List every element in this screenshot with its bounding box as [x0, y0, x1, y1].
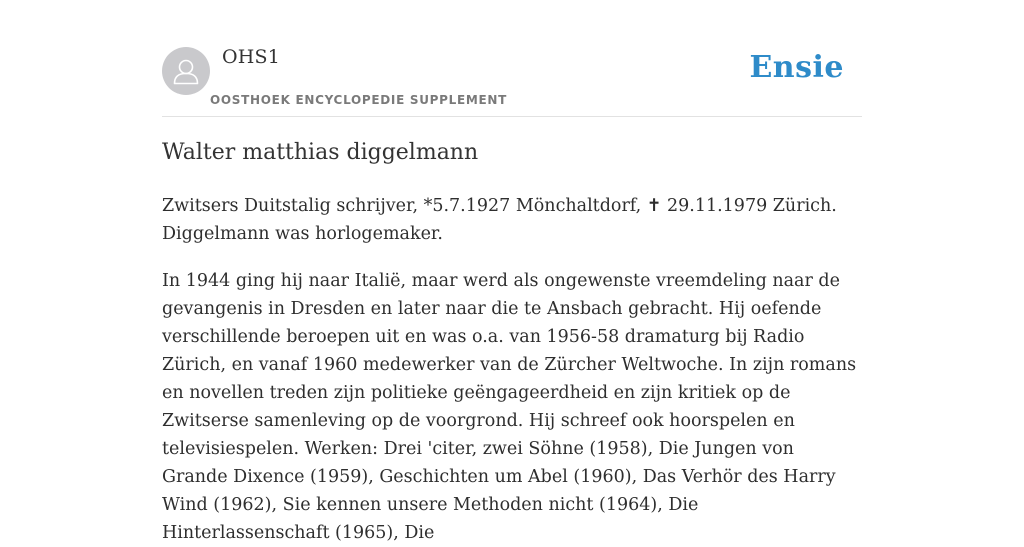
article-title: Walter matthias diggelmann [162, 140, 479, 165]
brand-logo[interactable]: Ensie [749, 50, 844, 85]
user-avatar-icon[interactable] [162, 47, 210, 95]
page-container [162, 0, 862, 543]
article-body-paragraph: In 1944 ging hij naar Italië, maar werd als ongewenste vreemdeling naar de gevangenis in Dresden en later naar die te Ansbach gebracht. Hij oefende verschillende beroepen uit en was o.a. van 1956-58 dramaturg bij Radio Zürich, en vanaf 1960 medewerker van de Zürcher Weltwoche. In zijn romans en novellen treden zijn politieke geëngageerdheid en zijn kritiek op de Zwitserse samenleving op de voorgrond. Hij schreef ook hoorspelen en televisiespelen. Werken: Drei 'citer, zwei Söhne (1958), Die Jungen von Grande Dixence (1959), Geschichten um Abel (1960), Das Verhör des Harry Wind (1962), Sie kennen unsere Methoden nicht (1964), Die Hinterlassenschaft (1965), Die [162, 271, 857, 543]
author-name[interactable]: OHS1 [222, 46, 281, 68]
article-header [162, 0, 862, 117]
source-label[interactable]: OOSTHOEK ENCYCLOPEDIE SUPPLEMENT [210, 93, 508, 107]
article-intro-paragraph: Zwitsers Duitstalig schrijver, *5.7.1927 Mönchaltdorf, ✝ 29.11.1979 Zürich. Diggelmann was horlogemaker. [162, 196, 837, 244]
